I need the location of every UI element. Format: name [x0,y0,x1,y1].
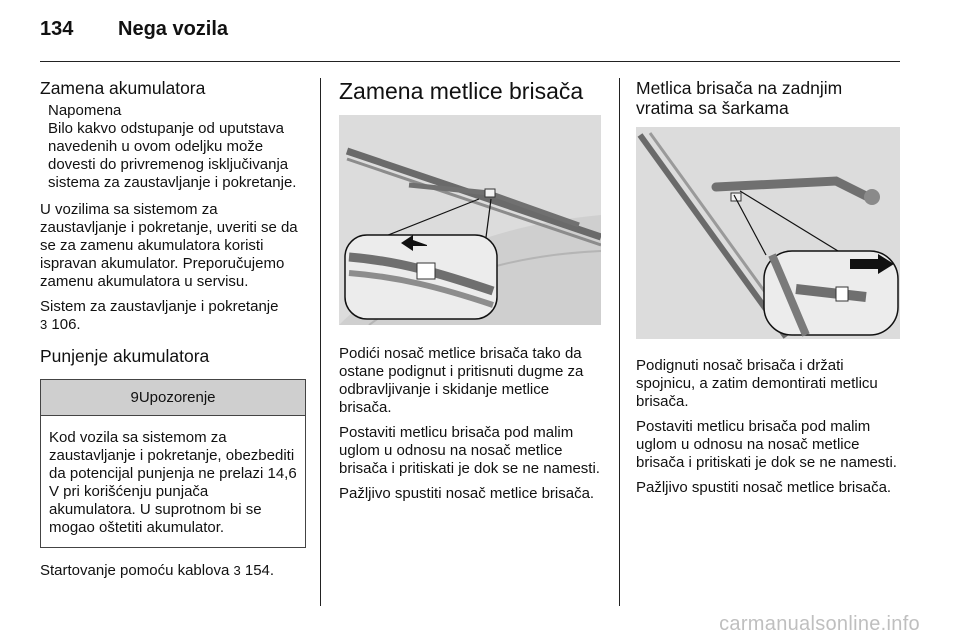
stop-start-reference: Sistem za zaustavljanje i pokretanje 3 106. [40,298,279,333]
column-divider [320,78,321,606]
rear-wiper-step-1: Podignuti nosač brisača i držati spojnicu, a zatim demontirati metlicu brisača. [636,357,878,410]
section-heading-wiper-blade: Zamena metlice brisača [339,78,584,104]
rear-wiper-step-2: Postaviti metlicu brisača pod malim uglom u odnosu na nosač metlice brisača i pritiskati je dok se ne namesti. [636,418,897,471]
watermark: carmanualsonline.info [719,613,920,635]
page-ref-link[interactable]: 154. [244,562,275,579]
page-ref-arrow-icon: 3 [40,317,48,332]
warning-title: Upozorenje [138,389,216,406]
page-number: 134 [40,18,74,40]
column-left [40,78,306,587]
wiper-step-3: Pažljivo spustiti nosač metlice brisača. [339,485,595,502]
note-title: Napomena [48,102,122,119]
page-ref-arrow-icon: 3 [233,563,241,578]
column-divider [619,78,620,606]
rear-wiper-drawing [636,127,900,339]
page-header [40,18,228,41]
column-right [636,78,902,504]
column-middle [339,78,605,510]
warning-header [41,380,305,416]
header-rule [40,61,900,62]
battery-paragraph: U vozilima sa sistemom za zaustavljanje i pokretanje, uveriti se da se za zamenu akumulatora koristi ispravan akumulator. Preporučujemo zamenu akumulatora u servisu. [40,201,298,290]
section-heading-charging: Punjenje akumulatora [40,346,210,366]
warning-box [40,379,306,548]
rear-wiper-step-3: Pažljivo spustiti nosač metlice brisača. [636,479,892,496]
jump-start-reference: Startovanje pomoću kablova 3 154. [40,562,275,579]
note-block [48,102,306,192]
wiper-step-1: Podići nosač metlice brisača tako da ostane podignut i pritisnuti dugme za odbravljivanje i skidanje metlice brisača. [339,345,584,416]
warning-triangle-icon: 9 [130,389,139,406]
rear-wiper-illustration [636,127,900,339]
note-text: Bilo kakvo odstupanje od uputstava navedenih u ovom odeljku može dovesti do privremenog isključivanja sistema za zaustavljanje i pokretanje. [48,120,297,191]
section-heading-battery: Zamena akumulatora [40,78,206,98]
wiper-blade-illustration [339,115,601,325]
chapter-title: Nega vozila [118,18,229,40]
wiper-blade-drawing [339,115,601,325]
warning-text: Kod vozila sa sistemom za zaustavljanje i pokretanje, obezbediti da potencijal punjenja ne prelazi 14,6 V pri korišćenju punjača akumulatora. U suprotnom bi se mogao oštetiti akumulator. [49,429,297,536]
wiper-step-2: Postaviti metlicu brisača pod malim uglom u odnosu na nosač metlice brisača i pritiskati je dok se ne namesti. [339,424,600,477]
page-ref-link[interactable]: 106. [51,316,81,333]
section-heading-rear-wiper: Metlica brisača na zadnjim vratima sa šarkama [636,78,843,118]
